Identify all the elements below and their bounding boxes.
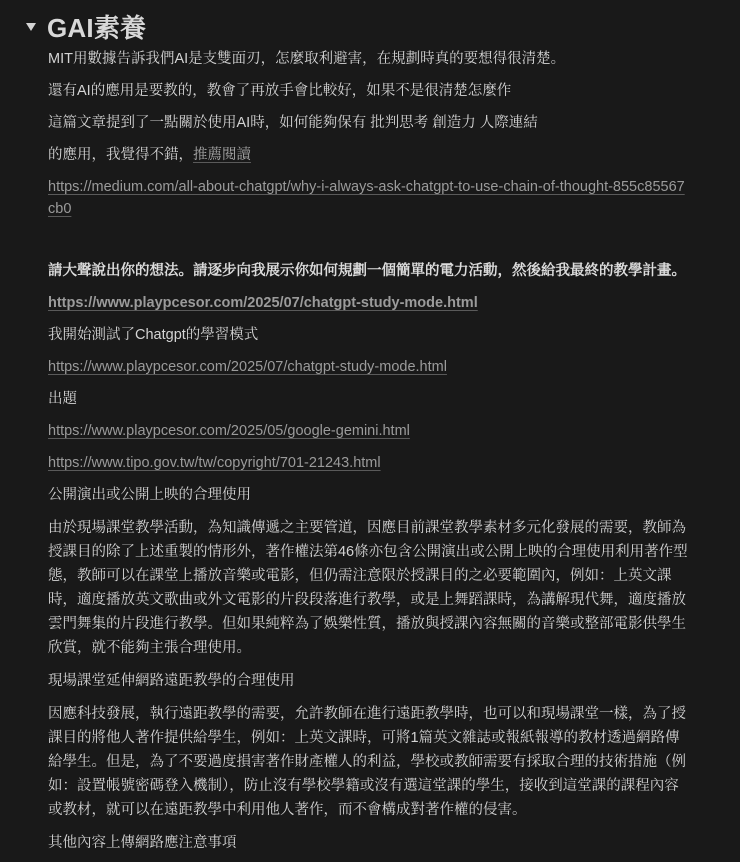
paragraph: 這篇文章提到了一點關於使用AI時，如何能夠保有 批判思考 創造力 人際連結: [48, 115, 538, 131]
prompt-paragraph: 請大聲說出你的想法。請逐步向我展示你如何規劃一個簡單的電力活動，然後給我最終的教學計畫。: [48, 263, 686, 279]
toggle-heading[interactable]: [26, 8, 146, 44]
heading-title: GAI素養: [47, 12, 147, 43]
section-title: 現場課堂延伸網路遠距教學的合理使用: [48, 673, 295, 689]
study-mode-link-bold[interactable]: https://www.playpcesor.com/2025/07/chatgpt-study-mode.html: [48, 295, 478, 311]
paragraph: MIT用數據告訴我們AI是支雙面刃，怎麼取利避害，在規劃時真的要想得很清楚。: [48, 51, 566, 67]
paragraph: 因應科技發展，執行遠距教學的需要，允許教師在進行遠距教學時，也可以和現場課堂一樣，為了授課目的將他人著作提供給學生，例如：上英文課時，可將1篇英文雜誌或報紙報導的教材透過網路傳給學生。但是，為了不要過度損害著作財產權人的利益，學校或教師需要有採取合理的技術措施（例如：設置帳號密碼登入機制），防止沒有學校學籍或沒有選這堂課的學生，接收到這堂課的課程內容或教材，就可以在遠距教學中利用他人著作，而不會構成對著作權的侵害。: [48, 706, 686, 818]
tipo-copyright-link[interactable]: https://www.tipo.gov.tw/tw/copyright/701-21243.html: [48, 455, 381, 471]
paragraph: [48, 142, 688, 168]
medium-article-link[interactable]: https://medium.com/all-about-chatgpt/why-i-always-ask-chatgpt-to-use-chain-of-thought-855c85567cb0: [48, 179, 685, 217]
paragraph-text: 的應用，我覺得不錯，: [48, 147, 193, 163]
link-block: [48, 290, 688, 316]
paragraph: 由於現場課堂教學活動，為知識傳遞之主要管道，因應目前課堂教學素材多元化發展的需要，教師為授課目的除了上述重製的情形外，著作權法第46條亦包含公開演出或公開上映的合理使用利用著作型態，教師可以在課堂上播放音樂或電影，但仍需注意限於授課目的之必要範圍內，例如：上英文課時，適度播放英文歌曲或外文電影的片段段落進行教學，或是上舞蹈課時，為講解現代舞，適度播放雲門舞集的片段進行教學。但如果純粹為了娛樂性質，播放與授課內容無關的音樂或整部電影供學生欣賞，就不能夠主張合理使用。: [48, 520, 688, 656]
toggle-content: [48, 46, 688, 862]
recommended-reading-link[interactable]: 推薦閱讀: [193, 147, 251, 163]
link-block: [48, 450, 688, 476]
paragraph: 我開始測試了Chatgpt的學習模式: [48, 327, 259, 343]
link-block: [48, 418, 688, 444]
google-gemini-link[interactable]: https://www.playpcesor.com/2025/05/google-gemini.html: [48, 423, 410, 439]
study-mode-link[interactable]: https://www.playpcesor.com/2025/07/chatgpt-study-mode.html: [48, 359, 447, 375]
link-block: [48, 174, 688, 222]
triangle-down-icon[interactable]: [26, 23, 36, 31]
section-title: 其他內容上傳網路應注意事項: [48, 835, 237, 851]
section-title: 公開演出或公開上映的合理使用: [48, 487, 251, 503]
link-block: [48, 354, 688, 380]
paragraph: 還有AI的應用是要教的，教會了再放手會比較好，如果不是很清楚怎麼作: [48, 83, 512, 99]
paragraph: 出題: [48, 391, 77, 407]
empty-line: [48, 228, 688, 258]
